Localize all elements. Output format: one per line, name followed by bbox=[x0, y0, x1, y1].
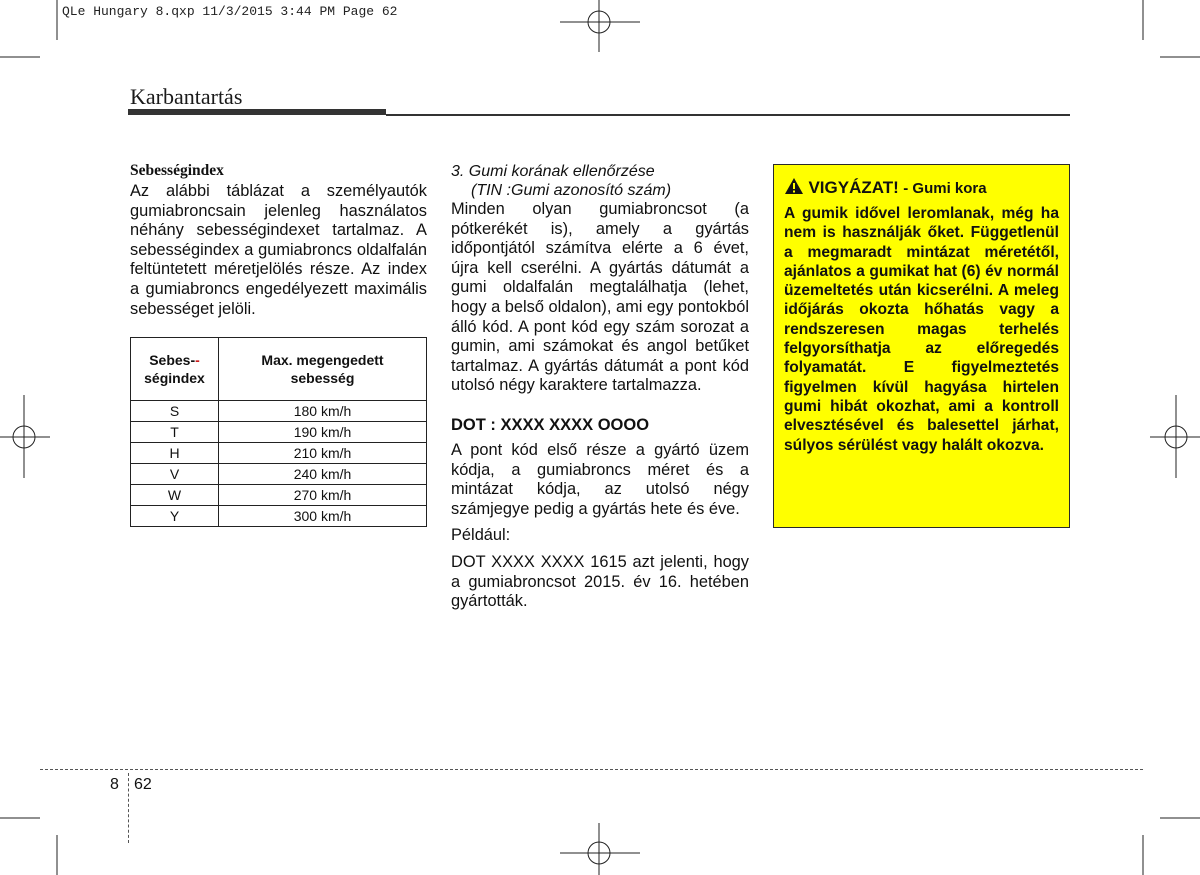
table-row: W 270 km/h bbox=[131, 485, 427, 506]
example-label: Például: bbox=[451, 526, 511, 545]
speed-index-paragraph: Az alábbi táblázat a személyautók gumiabroncsain jelenleg használatos néhány sebességindexet tartalmaz. A sebességindex a gumiabroncs oldalfalán feltüntetett méretjelölés része. Az index a gumiabroncs engedélyezett maximális sebességet jelöli. bbox=[130, 182, 427, 318]
print-slug: QLe Hungary 8.qxp 11/3/2015 3:44 PM Page 62 bbox=[62, 4, 398, 19]
table-row: S 180 km/h bbox=[131, 401, 427, 422]
header-rule-thick bbox=[128, 109, 386, 115]
column-tire-age bbox=[451, 162, 749, 619]
table-row: Y 300 km/h bbox=[131, 506, 427, 527]
tire-age-paragraph: Minden olyan gumiabroncsot (a pótkerékét is), amely a gyártás időpontjától számítva elérte a 6 évet, újra kell cserélni. A gyártás dátumát a gumi oldalfalán megtalálhatja (lehet, hogy a belső oldalon), ami egy pontokból álló kód. A pont kód egy szám sorozat a gumin, ami számokat és angol betűket tartalmaz. A gyártás dátumát a pont kód utolsó négy karaktere tartalmazza. bbox=[451, 200, 749, 395]
warning-box bbox=[773, 164, 1070, 528]
column-speed-index bbox=[130, 162, 427, 527]
warning-triangle-icon bbox=[784, 177, 804, 200]
header-rule-thin bbox=[386, 114, 1070, 116]
example-paragraph: DOT XXXX XXXX 1615 azt jelenti, hogy a gumiabroncsot 2015. év 16. hetében gyártották. bbox=[451, 552, 749, 611]
warning-suffix: - Gumi kora bbox=[903, 180, 987, 197]
table-header-row bbox=[131, 338, 427, 401]
table-header-speed: Max. megengedett sebesség bbox=[219, 338, 427, 401]
footer-dashed-rule bbox=[40, 769, 1143, 770]
footer-dashed-divider bbox=[128, 773, 129, 843]
section-title: Karbantartás bbox=[130, 84, 243, 109]
table-row: T 190 km/h bbox=[131, 422, 427, 443]
speed-index-heading: Sebességindex bbox=[130, 162, 224, 179]
table-row: H 210 km/h bbox=[131, 443, 427, 464]
dot-code-format: DOT : XXXX XXXX OOOO bbox=[451, 415, 650, 434]
table-row: V 240 km/h bbox=[131, 464, 427, 485]
chapter-number: 8 bbox=[110, 776, 119, 793]
warning-title bbox=[784, 177, 1059, 200]
page-number: 62 bbox=[134, 776, 152, 793]
tire-age-subheading: 3. Gumi korának ellenőrzése (TIN :Gumi azonosító szám) bbox=[451, 163, 672, 199]
warning-text: A gumik idővel leromlanak, még ha nem is használják őket. Függetlenül a megmaradt mintázat méretétől, ajánlatos a gumikat hat (6) év normál üzemeltetés után kicserélni. A meleg időjárás okozta hőhatás vagy a rendszeresen magas terhelés felgyorsíthatja az előregedés folyamatát. E figyelmeztetés figyelmen kívül hagyása hirtelen gumi hibát okozhat, ami a kontroll elvesztésével és balesettel járhat, súlyos sérülést vagy halált okozva. bbox=[784, 205, 1059, 454]
dot-explanation-paragraph: A pont kód első része a gyártó üzem kódja, a gumiabroncs méret és a mintázat kódja, az utolsó négy számjegye pedig a gyártás hete és éve. bbox=[451, 440, 749, 518]
warning-label: VIGYÁZAT! bbox=[808, 178, 899, 197]
speed-index-table bbox=[130, 337, 427, 527]
table-header-index: Sebes-- ségindex bbox=[131, 338, 219, 401]
